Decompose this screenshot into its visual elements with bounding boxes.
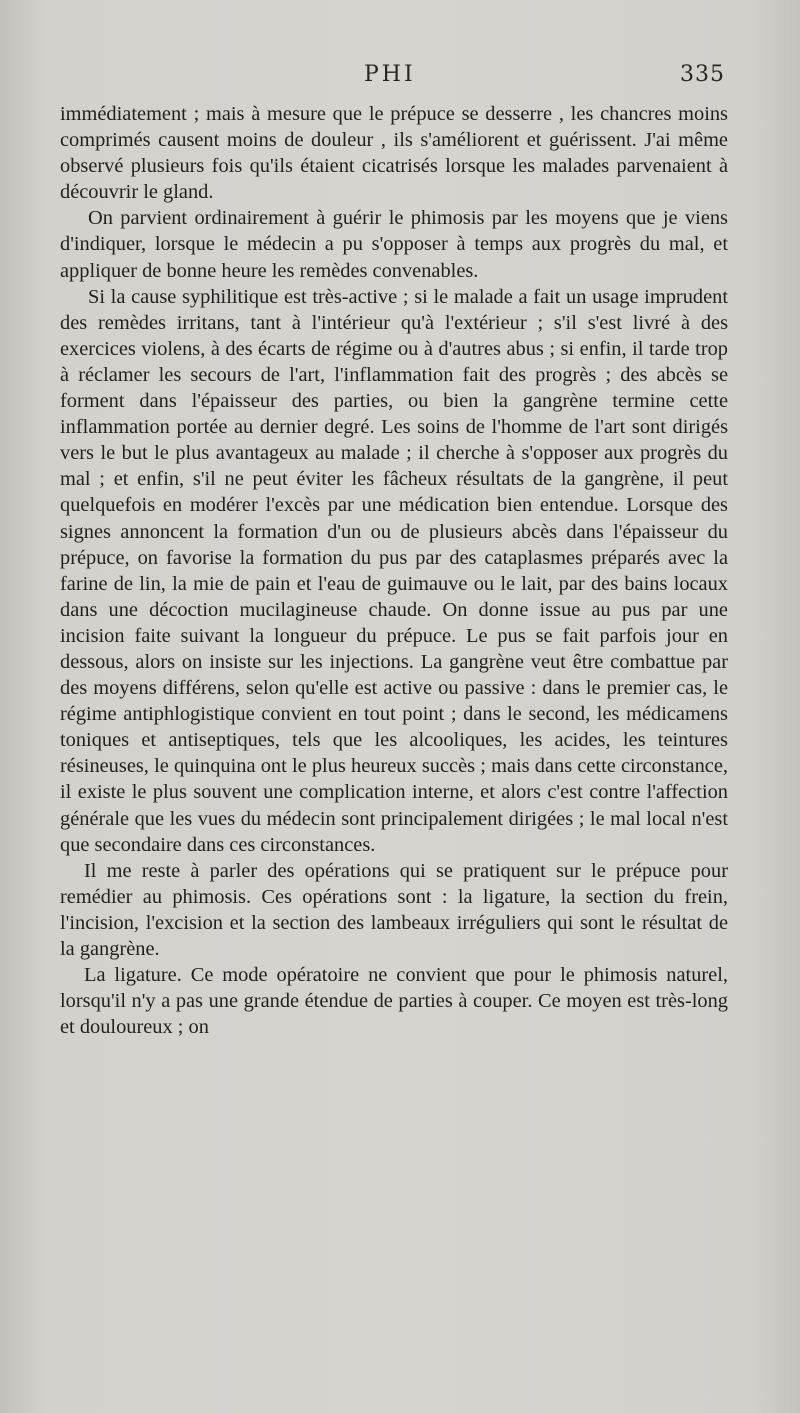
paragraph-continuation: immédiatement ; mais à mesure que le prépuce se desserre , les chancres moins comprimés causent moins de douleur , ils s'améliorent et guérissent. J'ai même observé plusieurs fois qu'ils étaient cicatrisés lorsque les malades parvenaient à découvrir le gland.: [60, 103, 728, 204]
paragraph: Il me reste à parler des opérations qui se pratiquent sur le prépuce pour remédier au phimosis. Ces opérations sont : la ligature, la section du frein, l'incision, l'excision et la section des lambeaux irréguliers qui sont le résultat de la gangrène.: [60, 859, 728, 960]
page-number: 335: [680, 62, 725, 87]
body-text: [60, 101, 728, 1040]
paragraph: La ligature. Ce mode opératoire ne convient que pour le phimosis naturel, lorsqu'il n'y a pas une grande étendue de parties à couper. Ce moyen est très-long et douloureux ; on: [60, 964, 728, 1039]
page-header: [0, 62, 800, 96]
running-head: PHI: [364, 62, 416, 87]
paragraph: On parvient ordinairement à guérir le phimosis par les moyens que je viens d'indiquer, lorsque le médecin a pu s'opposer à temps aux progrès du mal, et appliquer de bonne heure les remèdes convenables.: [60, 207, 728, 282]
paragraph: Si la cause syphilitique est très-active ; si le malade a fait un usage imprudent des remèdes irritans, tant à l'intérieur qu'à l'extérieur ; s'il s'est livré à des exercices violens, à des écarts de régime ou à d'autres abus ; si enfin, il tarde trop à réclamer les secours de l'art, l'inflammation fait des progrès ; des abcès se forment dans l'épaisseur des parties, ou bien la gangrène termine cette inflammation portée au dernier degré. Les soins de l'homme de l'art sont dirigés vers le but le plus avantageux au malade ; il cherche à s'opposer aux progrès du mal ; et enfin, s'il ne peut éviter les fâcheux résultats de la gangrène, il peut quelquefois en modérer l'excès par une médication bien entendue. Lorsque des signes annoncent la formation d'un ou de plusieurs abcès dans l'épaisseur du prépuce, on favorise la formation du pus par des cataplasmes préparés avec la farine de lin, la mie de pain et l'eau de guimauve ou le lait, par des bains locaux dans une décoction mucilagineuse chaude. On donne issue au pus par une incision faite suivant la longueur du prépuce. Le pus se fait parfois jour en dessous, alors on insiste sur les injections. La gangrène veut être combattue par des moyens différens, selon qu'elle est active ou passive : dans le premier cas, le régime antiphlogistique convient en tout point ; dans le second, les médicamens toniques et antiseptiques, tels que les alcooliques, les acides, les teintures résineuses, le quinquina ont le plus heureux succès ; mais dans cette circonstance, il existe le plus souvent une complication interne, et alors c'est contre l'affection générale que les vues du médecin sont principalement dirigées ; le mal local n'est que secondaire dans ces circonstances.: [60, 285, 728, 856]
